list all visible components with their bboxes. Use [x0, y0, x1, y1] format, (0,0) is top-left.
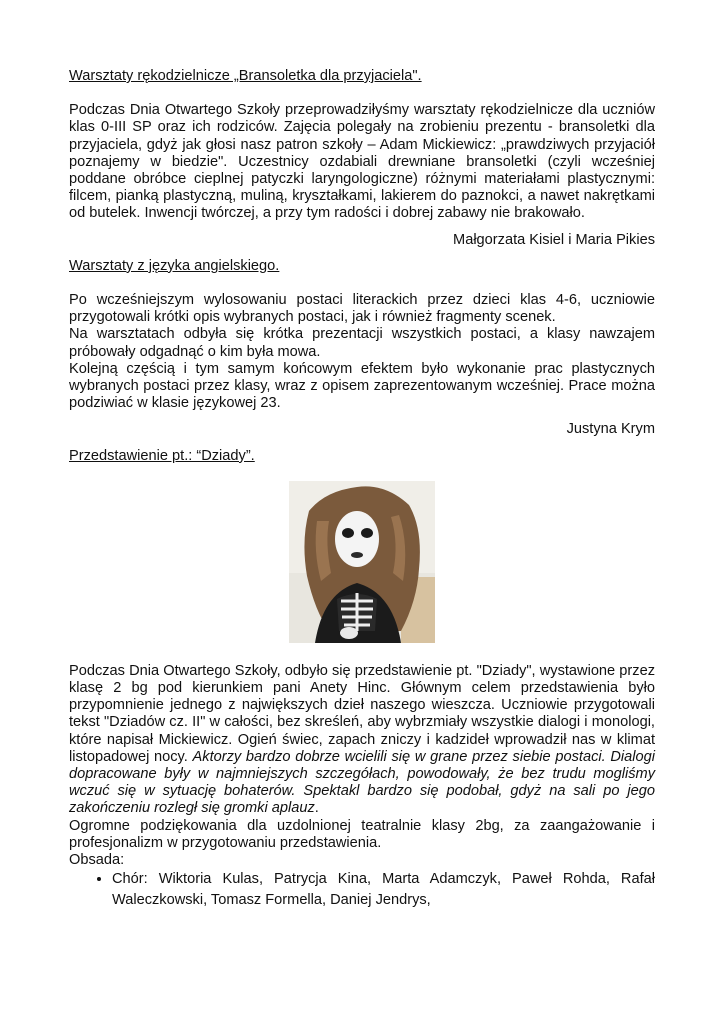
dziady-body-italic: Aktorzy bardzo dobrze wcielili się w grane przez siebie postaci. Dialogi dopracowane były w najmniejszych szczegółach, powodowały, że bez trudu mogliśmy wczuć się w sytuację bohaterów. Spektakl bardzo się podobał, gdyż na sali po jego zakończeniu rozległ się gromki aplauz	[69, 748, 655, 817]
document-page	[69, 68, 655, 911]
photo-container	[69, 481, 655, 643]
cast-list	[69, 869, 655, 911]
section-heading-dziady-play: Przedstawienie pt.: “Dziady”.	[69, 447, 255, 464]
section-heading-bracelet-workshop: Warsztaty rękodzielnicze „Bransoletka dla przyjaciela".	[69, 68, 422, 84]
section-body-dziady-play	[69, 663, 655, 818]
section-body-bracelet-workshop: Podczas Dnia Otwartego Szkoły przeprowadziłyśmy warsztaty rękodzielnicze dla uczniów klas 0-III SP oraz ich rodziców. Zajęcia polegały na zrobieniu prezentu - bransoletki dla przyjaciela, gdyż jak głosi nasz patron szkoły – Adam Mickiewicz: „prawdziwych przyjaciół poznajemy w biedzie". Uczestnicy ozdabiali drewniane bransoletki (czyli wcześniej poddane obróbce cieplnej patyczki laryngologiczne) różnymi materiałami plastycznymi: filcem, pianką plastyczną, muliną, kryształkami, lakierem do paznokci, a nawet nakrętkami od butelek. Inwencji twórczej, a przy tym radości i dobrej zabawy nie brakowało.	[69, 102, 655, 222]
costumed-actor-photo	[289, 481, 435, 643]
dziady-body-end: .	[314, 800, 319, 817]
cast-label: Obsada:	[69, 852, 125, 869]
author-line-english-workshop: Justyna Krym	[566, 421, 655, 438]
paragraph-english-workshop-2: Na warsztatach odbyła się krótka prezentacji wszystkich postaci, a klasy nawzajem próbowały odgadnąć o kim była mowa.	[69, 326, 655, 360]
author-line-bracelet-workshop: Małgorzata Kisiel i Maria Pikies	[453, 231, 655, 248]
paragraph-thanks: Ogromne podziękowania dla uzdolnionej teatralnie klasy 2bg, za zaangażowanie i profesjonalizm w przygotowaniu przedstawienia.	[69, 817, 655, 851]
dziady-body-plain: Podczas Dnia Otwartego Szkoły, odbyło się przedstawienie pt. "Dziady", wystawione przez klasę 2 bg pod kierunkiem pani Anety Hinc. Głównym celem przedstawienia było przypomnienie jednego z największych dzieł naszego wieszcza. Uczniowie przygotowali tekst "Dziadów cz. II" w całości, bez skreśleń, aby wybrzmiały wszystkie dialogi i monologi, które napisał Mickiewicz. Ogień świec, zapach zniczy i kadzideł wprowadził nas w klimat listopadowej nocy.	[69, 662, 655, 765]
cast-list-item: • Chór: Wiktoria Kulas, Patrycja Kina, Marta Adamczyk, Paweł Rohda, Rafał Waleczkowski, Tomasz Formella, Daniej Jendrys,	[112, 869, 655, 911]
section-heading-english-workshop: Warsztaty z języka angielskiego.	[69, 257, 280, 274]
paragraph-english-workshop-3: Kolejną częścią i tym samym końcowym efektem było wykonanie prac plastycznych wybranych postaci przez klasy, wraz z opisem zaprezentowanym wcześniej. Prace można podziwiać w klasie językowej 23.	[69, 360, 655, 412]
paragraph-english-workshop-1: Po wcześniejszym wylosowaniu postaci literackich przez dzieci klas 4-6, uczniowie przygotowali krótki opis wybranych postaci, jak i również fragmenty scenek.	[69, 292, 655, 326]
